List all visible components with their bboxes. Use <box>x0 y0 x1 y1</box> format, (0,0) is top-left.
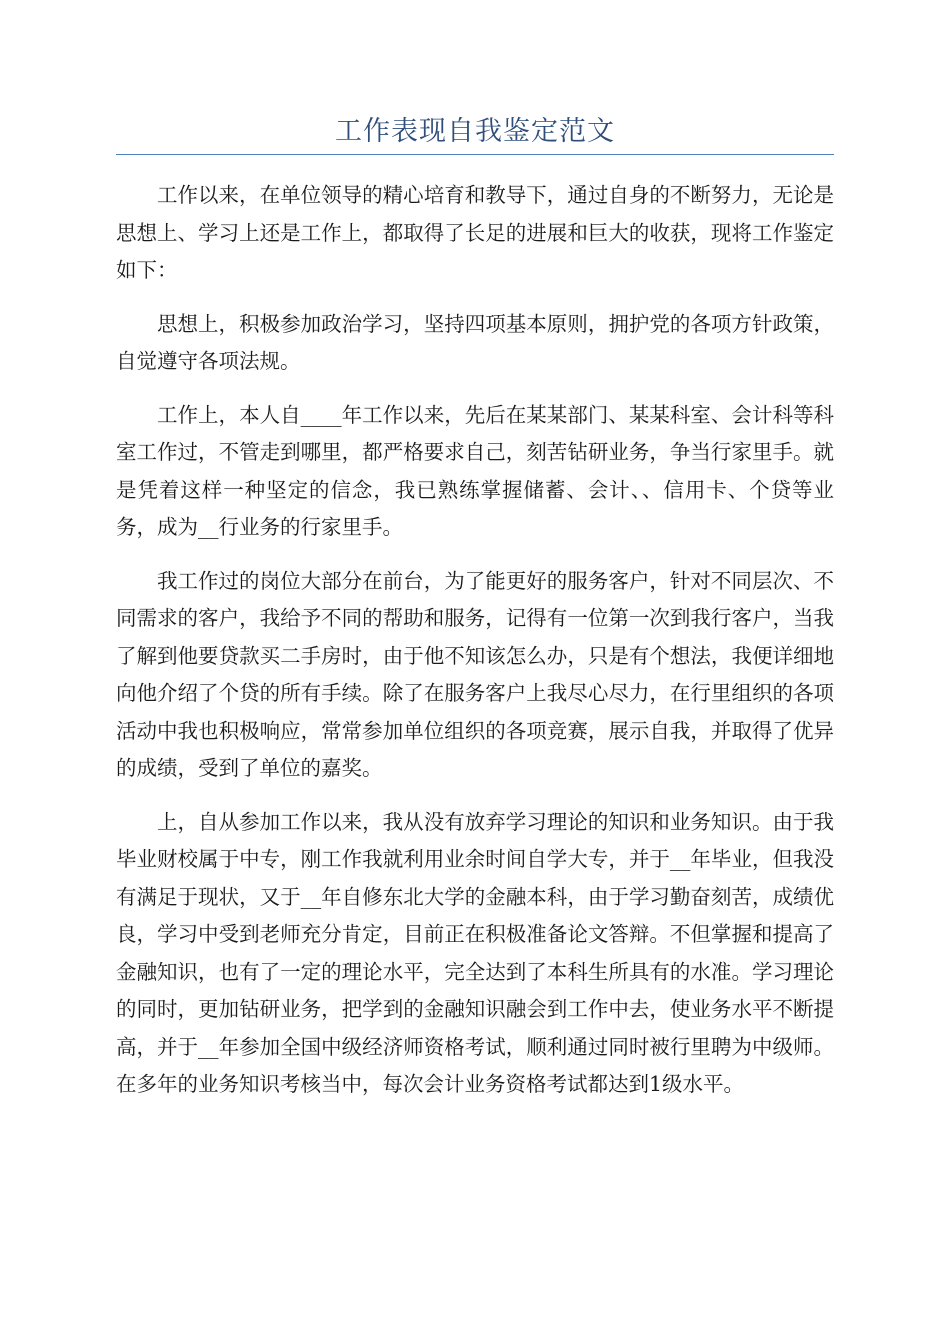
paragraph-intro: 工作以来，在单位领导的精心培育和教导下，通过自身的不断努力，无论是思想上、学习上还是工作上，都取得了长足的进展和巨大的收获，现将工作鉴定如下： <box>116 183 834 282</box>
paragraph-study: 上，自从参加工作以来，我从没有放弃学习理论的知识和业务知识。由于我毕业财校属于中专，刚工作我就利用业余时间自学大专，并于__年毕业，但我没有满足于现状，又于__年自修东北大学的金融本科，由于学习勤奋刻苦，成绩优良，学习中受到老师充分肯定，目前正在积极准备论文答辩。不但掌握和提高了金融知识，也有了一定的理论水平，完全达到了本科生所具有的水准。学习理论的同时，更加钻研业务，把学到的金融知识融会到工作中去，使业务水平不断提高，并于__年参加全国中级经济师资格考试，顺利通过同时被行里聘为中级师。在多年的业务知识考核当中，每次会计业务资格考试都达到1级水平。 <box>116 809 834 1096</box>
title-underline <box>116 154 834 155</box>
paragraph-service: 我工作过的岗位大部分在前台，为了能更好的服务客户，针对不同层次、不同需求的客户，我给予不同的帮助和服务，记得有一位第一次到我行客户，当我了解到他要贷款买二手房时，由于他不知该怎么办，只是有个想法，我便详细地向他介绍了个贷的所有手续。除了在服务客户上我尽心尽力，在行里组织的各项活动中我也积极响应，常常参加单位组织的各项竞赛，展示自我，并取得了优异的成绩，受到了单位的嘉奖。 <box>116 568 834 780</box>
paragraph-work: 工作上，本人自____年工作以来，先后在某某部门、某某科室、会计科等科室工作过，不管走到哪里，都严格要求自己，刻苦钻研业务，争当行家里手。就是凭着这样一种坚定的信念，我已熟练掌握储蓄、会计、、信用卡、个贷等业务，成为__行业务的行家里手。 <box>116 402 834 539</box>
paragraph-thought: 思想上，积极参加政治学习，坚持四项基本原则，拥护党的各项方针政策，自觉遵守各项法规。 <box>116 311 834 373</box>
document-title: 工作表现自我鉴定范文 <box>335 116 615 147</box>
document-body <box>116 177 834 1120</box>
